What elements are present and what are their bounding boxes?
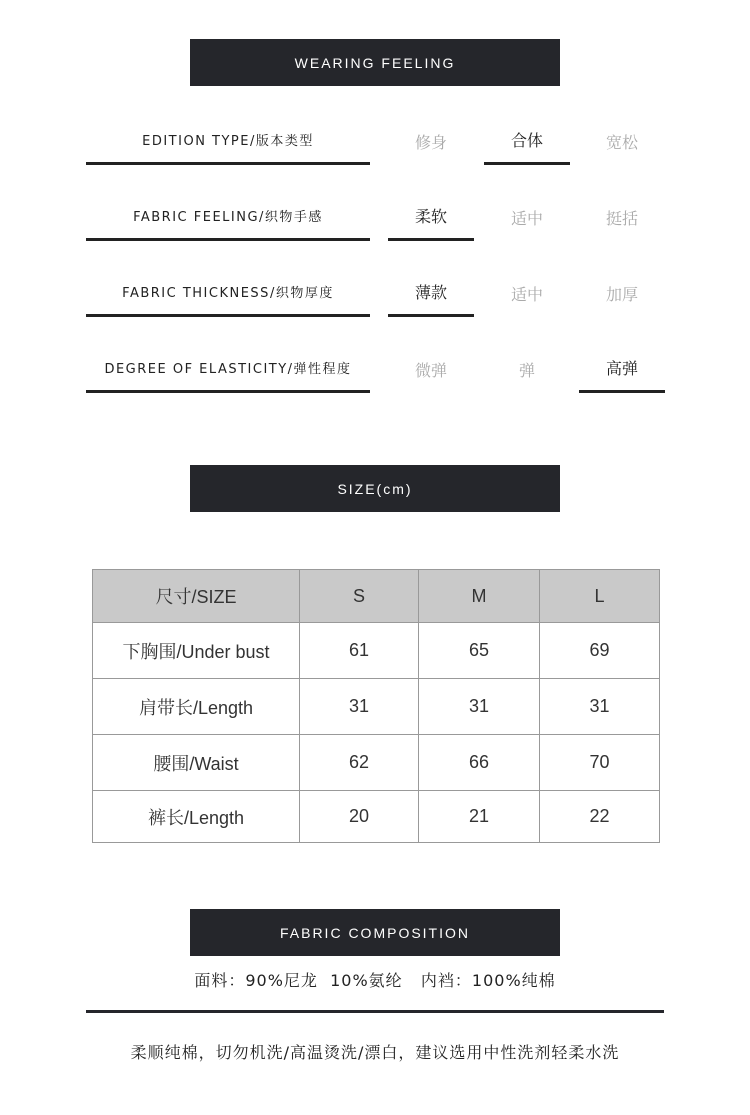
wearing-feeling-title: WEARING FEELING [294,54,456,71]
table-row [93,791,660,843]
size-row-label: 腰围/Waist [93,735,300,791]
feel-option: 修身 [414,132,447,152]
feel-option: 微弹 [414,360,447,380]
feel-option-selected: 柔软 [388,193,474,241]
divider [86,1010,664,1013]
care-instructions: 柔顺纯棉，切勿机洗/高温烫洗/漂白，建议选用中性洗剂轻柔水洗 [130,1043,620,1062]
size-cell: 65 [419,623,540,679]
feel-option: 宽松 [605,132,638,152]
size-row-label: 下胸围/Under bust [93,623,300,679]
fabric-composition-text: 面料：90%尼龙 10%氨纶 内裆：100%纯棉 [194,971,556,990]
size-cell: 70 [540,735,660,791]
fabric-banner [190,909,560,956]
size-header-cell: 尺寸/SIZE [93,570,300,623]
size-header-cell: S [300,570,419,623]
feel-label: EDITION TYPE/版本类型 [86,117,370,165]
feel-option: 加厚 [605,284,638,304]
size-cell: 31 [300,679,419,735]
wearing-feeling-banner [190,39,560,86]
feel-option: 适中 [510,208,543,228]
size-cell: 62 [300,735,419,791]
size-cell: 61 [300,623,419,679]
size-row-label: 裤长/Length [93,791,300,843]
table-row [93,623,660,679]
feel-option: 挺括 [605,208,638,228]
size-cell: 31 [419,679,540,735]
size-header-cell: L [540,570,660,623]
size-cell: 69 [540,623,660,679]
feel-label: FABRIC THICKNESS/织物厚度 [86,269,370,317]
size-row-label: 肩带长/Length [93,679,300,735]
feel-option-selected: 高弹 [579,345,665,393]
feel-option-selected: 合体 [484,117,570,165]
feel-label: FABRIC FEELING/织物手感 [86,193,370,241]
size-table-header [93,570,660,623]
size-title: SIZE(cm) [337,480,413,497]
size-cell: 66 [419,735,540,791]
feel-row-fabric-feeling [86,193,666,243]
size-banner [190,465,560,512]
feel-label: DEGREE OF ELASTICITY/弹性程度 [86,345,370,393]
size-cell: 21 [419,791,540,843]
feel-row-elasticity [86,345,666,395]
feel-row-fabric-thickness [86,269,666,319]
size-cell: 20 [300,791,419,843]
fabric-title: FABRIC COMPOSITION [279,924,470,941]
feel-option-selected: 薄款 [388,269,474,317]
size-cell: 31 [540,679,660,735]
table-row [93,679,660,735]
size-table [92,569,660,843]
feel-option: 弹 [518,360,535,380]
feel-option: 适中 [510,284,543,304]
size-cell: 22 [540,791,660,843]
table-row [93,735,660,791]
feel-row-edition-type [86,117,666,167]
size-header-cell: M [419,570,540,623]
